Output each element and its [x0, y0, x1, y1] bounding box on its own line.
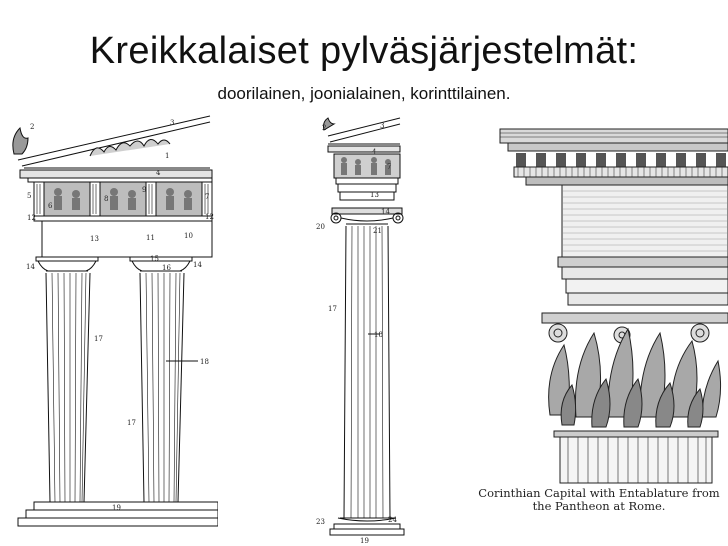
doric-label: 19	[112, 504, 121, 512]
corinthian-capital-drawing	[470, 125, 728, 485]
doric-label: 7	[205, 193, 210, 201]
doric-label: 9	[142, 186, 147, 194]
ionic-label: 2	[322, 124, 327, 132]
doric-label: 17	[127, 419, 136, 427]
doric-label: 12	[205, 213, 214, 221]
ionic-label: 13	[370, 191, 379, 199]
ionic-label: 21	[373, 227, 382, 235]
ionic-label: 18	[374, 331, 383, 339]
doric-label: 17	[94, 335, 103, 343]
ionic-label: 4	[372, 148, 377, 156]
doric-label: 2	[30, 123, 35, 131]
slide-subtitle: doorilainen, joonialainen, korinttilainen.	[217, 84, 511, 103]
ionic-label: 24	[388, 516, 397, 524]
ionic-label: 23	[316, 518, 325, 526]
doric-order-illustration	[0, 108, 218, 540]
doric-label: 5	[27, 192, 32, 200]
ionic-label: 19	[360, 537, 369, 545]
ionic-order-illustration	[300, 112, 405, 546]
ionic-label: 14	[381, 208, 390, 216]
doric-label: 4	[156, 169, 161, 177]
doric-label: 6	[48, 202, 53, 210]
ionic-order-drawing	[300, 112, 405, 546]
doric-label: 10	[184, 232, 193, 240]
doric-label: 8	[104, 195, 109, 203]
corinthian-capital-illustration	[470, 125, 728, 523]
caption-line: the Pantheon at Rome.	[532, 499, 666, 513]
doric-label: 14	[193, 261, 202, 269]
doric-label: 1	[165, 152, 170, 160]
caption-line: Corinthian Capital with Entablature from	[478, 486, 720, 500]
doric-label: 13	[90, 235, 99, 243]
corinthian-caption	[470, 487, 728, 513]
doric-label: 18	[200, 358, 209, 366]
ionic-label: 20	[316, 223, 325, 231]
doric-label: 11	[146, 234, 155, 242]
doric-label: 16	[162, 264, 171, 272]
doric-label: 14	[26, 263, 35, 271]
doric-label: 12	[27, 214, 36, 222]
doric-label: 15	[150, 255, 159, 263]
slide-title: Kreikkalaiset pylväsjärjestelmät:	[89, 30, 639, 72]
ionic-label: 7	[387, 163, 392, 171]
doric-order-drawing	[0, 108, 218, 540]
doric-label: 3	[170, 119, 175, 127]
ionic-label: 17	[328, 305, 337, 313]
ionic-label: 3	[380, 122, 385, 130]
